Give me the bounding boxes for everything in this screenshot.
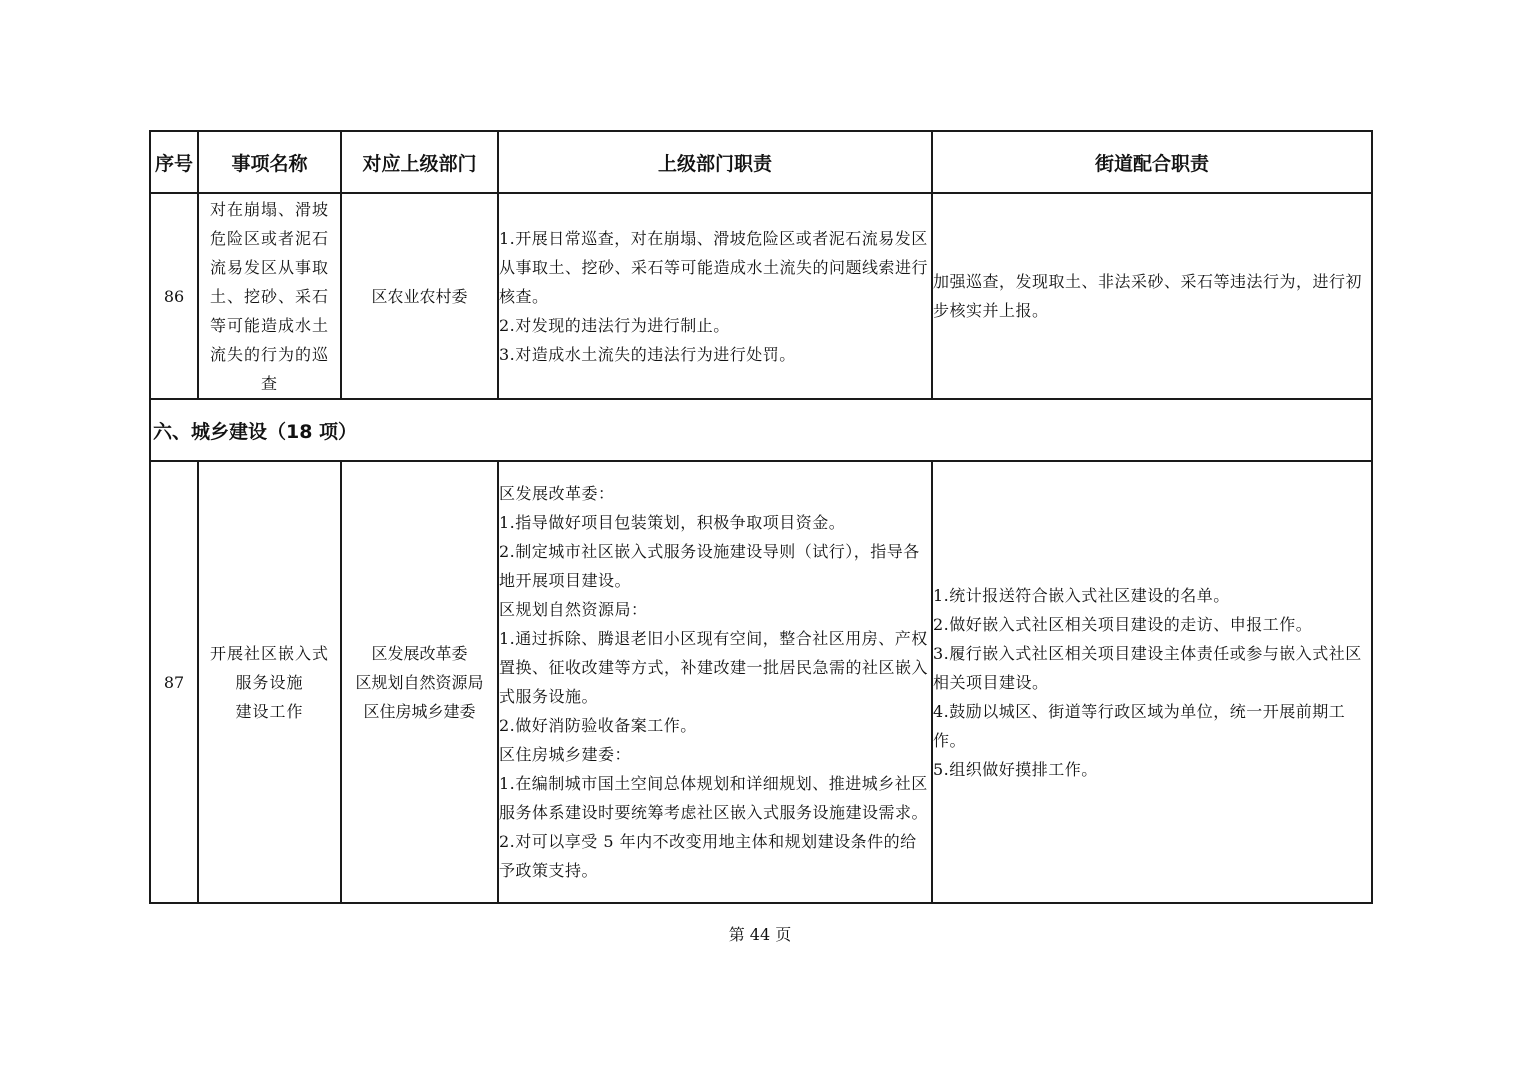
row-86-upper-duty-item: 2.对发现的违法行为进行制止。 <box>499 315 730 335</box>
header-upper-duty: 上级部门职责 <box>498 131 932 193</box>
row-87-street-duty <box>932 461 1372 903</box>
row-86-item-name-line: 流易发区从事取 <box>209 257 329 277</box>
section-title: 六、城乡建设（18 项） <box>150 399 1372 461</box>
row-87-street-duty-item: 3.履行嵌入式社区相关项目建设主体责任或参与嵌入式社区相关项目建设。 <box>933 643 1362 692</box>
row-86-item-name-line: 查 <box>260 373 278 393</box>
row-87-upper-duty-item: 1.通过拆除、腾退老旧小区现有空间，整合社区用房、产权置换、征收改建等方式，补建改建一批居民急需的社区嵌入式服务设施。 <box>499 629 929 706</box>
row-87-seq: 87 <box>150 461 198 903</box>
row-87-item-name-line: 服务设施 <box>235 672 304 692</box>
row-87-street-duty-item: 2.做好嵌入式社区相关项目建设的走访、申报工作。 <box>933 614 1313 634</box>
row-87-upper-duty-item: 区住房城乡建委： <box>499 745 632 764</box>
row-87-upper-duty-item: 2.做好消防验收备案工作。 <box>499 716 697 735</box>
row-87-dept <box>341 461 498 903</box>
row-87-upper-duty-item: 区规划自然资源局： <box>499 600 648 619</box>
row-86-dept: 区农业农村委 <box>341 193 498 399</box>
header-street-duty: 街道配合职责 <box>932 131 1372 193</box>
row-87-dept-line: 区住房城乡建委 <box>363 701 476 721</box>
header-item-name: 事项名称 <box>198 131 341 193</box>
row-87-upper-duty-item: 1.指导做好项目包装策划，积极争取项目资金。 <box>499 513 846 532</box>
row-87-dept-line: 区发展改革委 <box>371 643 468 663</box>
row-87-item-name-line: 开展社区嵌入式 <box>209 643 329 663</box>
row-86-upper-duty-item: 1.开展日常巡查，对在崩塌、滑坡危险区或者泥石流易发区从事取土、挖砂、采石等可能造成水土流失的问题线索进行核查。 <box>499 228 929 306</box>
row-86-item-name-line: 流失的行为的巡 <box>209 344 329 364</box>
row-86-item-name-line: 对在崩塌、滑坡 <box>209 199 329 219</box>
row-87-street-duty-item: 5.组织做好摸排工作。 <box>933 759 1098 779</box>
row-86-upper-duty <box>498 193 932 399</box>
row-87-upper-duty <box>498 461 932 903</box>
row-87-upper-duty-item: 2.对可以享受 5 年内不改变用地主体和规划建设条件的给予政策支持。 <box>499 832 917 880</box>
header-dept: 对应上级部门 <box>341 131 498 193</box>
duty-table <box>149 130 1373 904</box>
row-86-item-name <box>198 193 341 399</box>
row-87-item-name <box>198 461 341 903</box>
row-86-upper-duty-item: 3.对造成水土流失的违法行为进行处罚。 <box>499 344 796 364</box>
row-87-item-name-line: 建设工作 <box>235 701 304 721</box>
row-87-upper-duty-item: 1.在编制城市国土空间总体规划和详细规划、推进城乡社区服务体系建设时要统筹考虑社区嵌入式服务设施建设需求。 <box>499 774 929 822</box>
row-86-street-duty: 加强巡查，发现取土、非法采砂、采石等违法行为，进行初步核实并上报。 <box>932 193 1372 399</box>
row-87-dept-line: 区规划自然资源局 <box>355 672 484 692</box>
table-header-row <box>150 131 1372 193</box>
row-87-street-duty-item: 4.鼓励以城区、街道等行政区域为单位，统一开展前期工作。 <box>933 701 1346 750</box>
row-87-upper-duty-item: 2.制定城市社区嵌入式服务设施建设导则（试行），指导各地开展项目建设。 <box>499 542 920 590</box>
table-row <box>150 193 1372 399</box>
row-86-item-name-line: 等可能造成水土 <box>209 315 329 335</box>
row-87-upper-duty-item: 区发展改革委： <box>499 484 615 503</box>
section-row <box>150 399 1372 461</box>
row-86-seq: 86 <box>150 193 198 399</box>
table-row <box>150 461 1372 903</box>
row-86-item-name-line: 土、挖砂、采石 <box>209 286 329 306</box>
row-87-street-duty-item: 1.统计报送符合嵌入式社区建设的名单。 <box>933 585 1230 605</box>
page-number: 第 44 页 <box>728 925 792 944</box>
row-86-item-name-line: 危险区或者泥石 <box>209 228 329 248</box>
header-seq: 序号 <box>150 131 198 193</box>
